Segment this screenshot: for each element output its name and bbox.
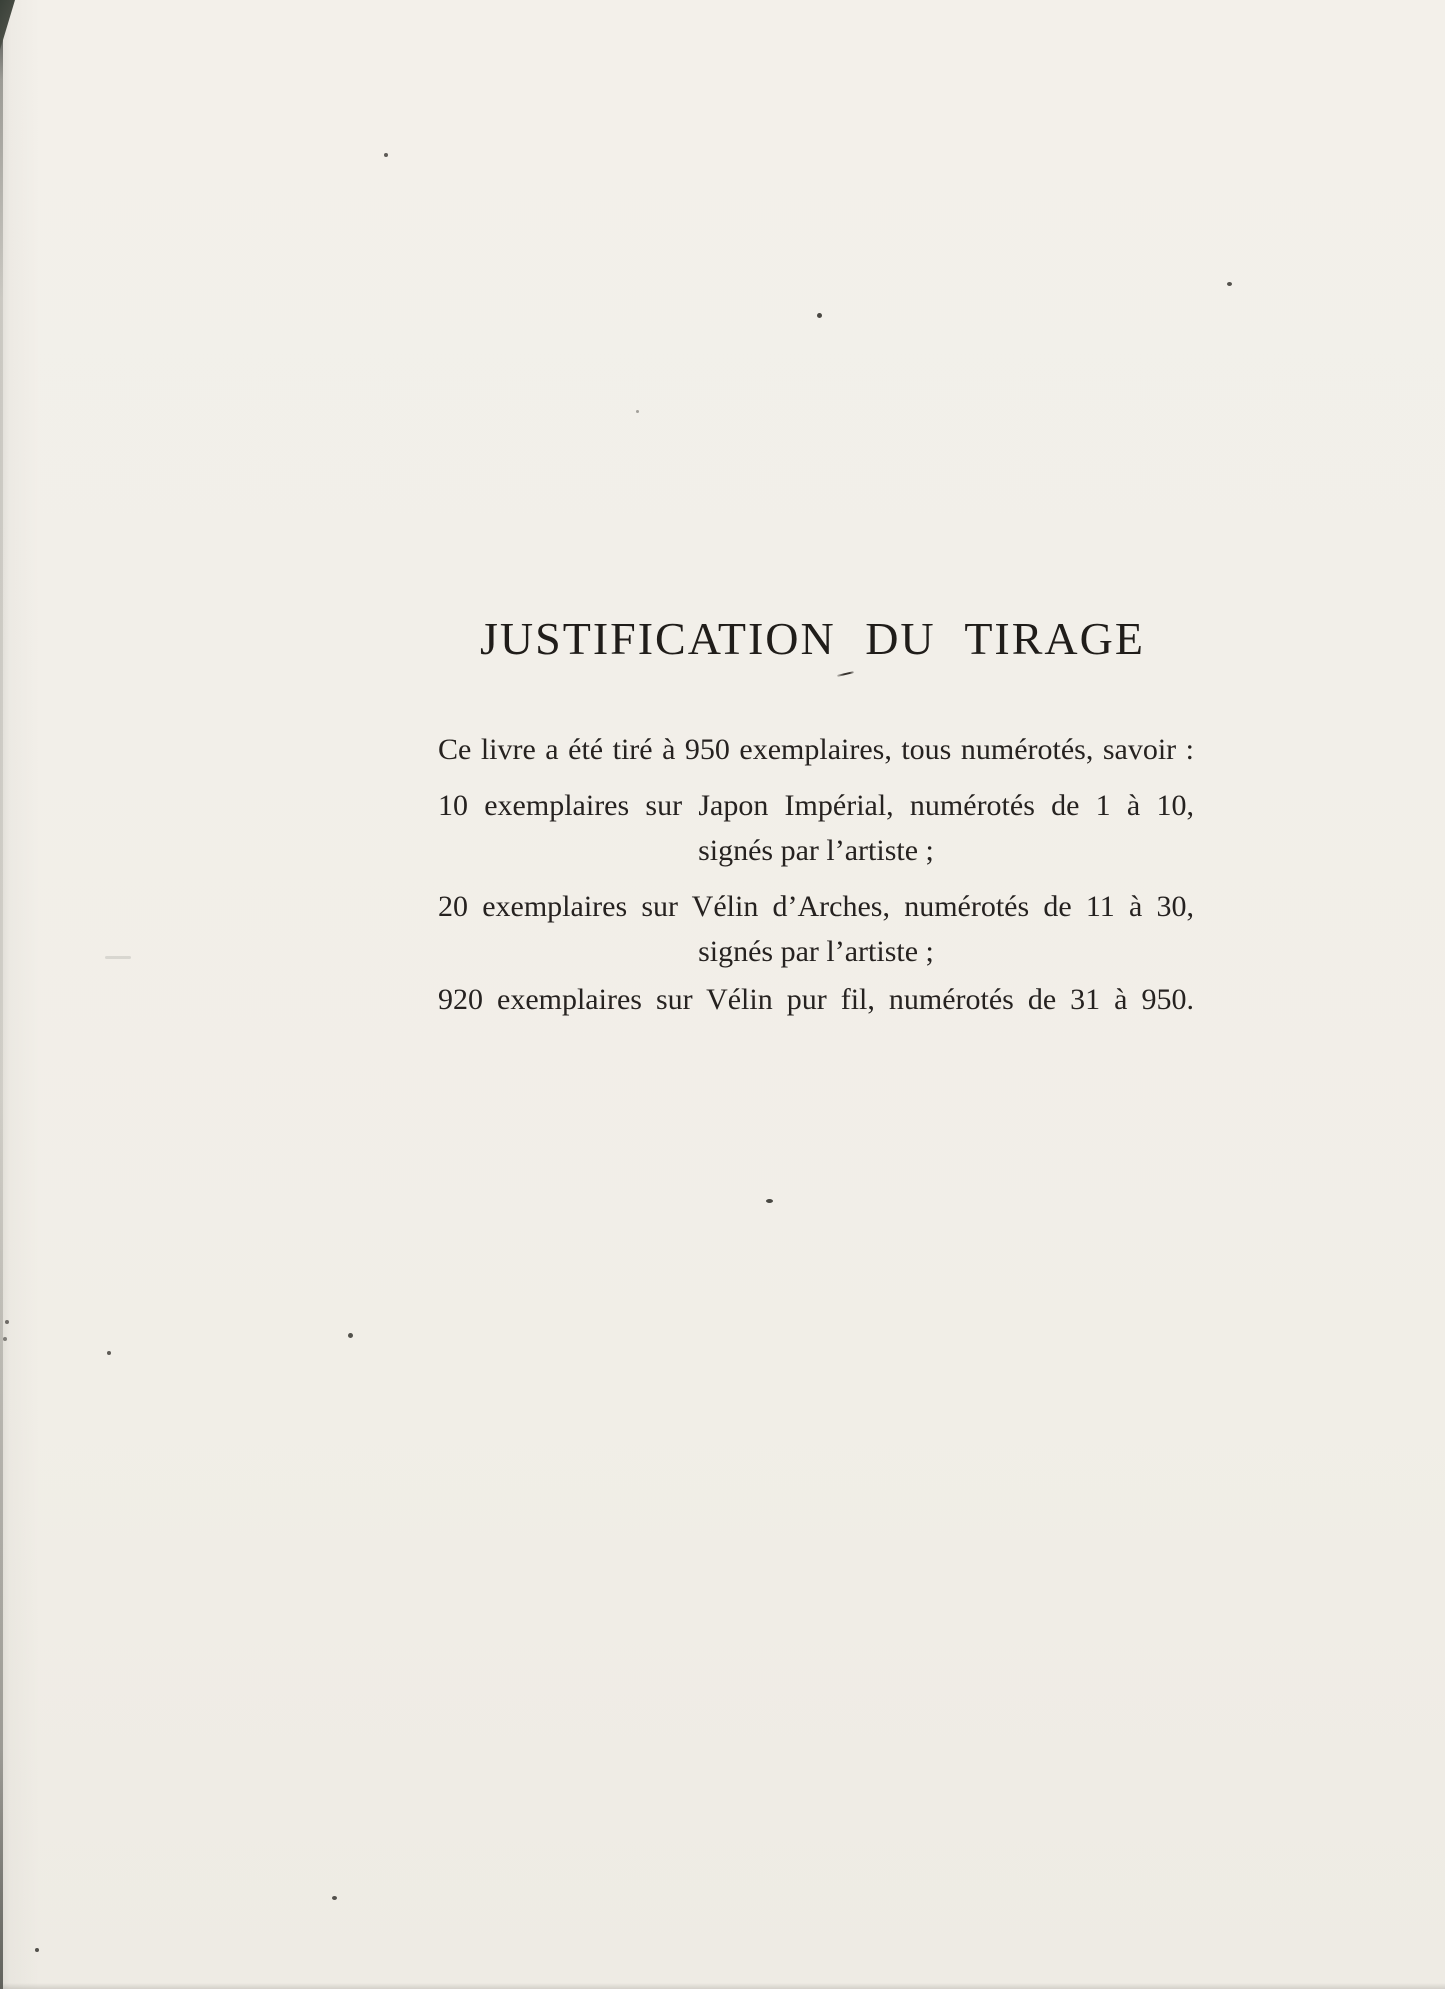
- dust-speck: [1227, 282, 1232, 286]
- dust-speck: [35, 1948, 39, 1952]
- dust-speck: [107, 1351, 111, 1355]
- dust-speck: [105, 956, 131, 959]
- colophon-line-arches: 20 exemplaires sur Vélin d’Arches, numérotés de 11 à 30,: [438, 890, 1194, 923]
- dust-speck: [5, 1320, 9, 1324]
- scan-edge-left: [0, 0, 3, 1989]
- colophon-line-signed-1: signés par l’artiste ;: [698, 834, 934, 867]
- colophon-line-intro: Ce livre a été tiré à 950 exemplaires, tous numérotés, savoir :: [438, 733, 1194, 766]
- colophon-line-signed-2: signés par l’artiste ;: [698, 935, 934, 968]
- dust-speck: [766, 1199, 773, 1203]
- dust-speck: [636, 410, 639, 413]
- colophon-text-block: [438, 735, 1194, 1015]
- colophon-line-japon: 10 exemplaires sur Japon Impérial, numérotés de 1 à 10,: [438, 789, 1194, 822]
- dust-speck: [384, 153, 388, 157]
- colophon-line-purfil: 920 exemplaires sur Vélin pur fil, numérotés de 31 à 950.: [438, 983, 1194, 1016]
- dust-speck: [3, 1337, 7, 1341]
- dust-speck: [332, 1896, 337, 1900]
- scan-corner-wedge: [0, 0, 15, 50]
- ornament-dash: [837, 671, 854, 677]
- page-title: JUSTIFICATION DU TIRAGE: [480, 612, 1145, 664]
- dust-speck: [348, 1333, 353, 1338]
- dust-speck: [817, 313, 822, 318]
- scan-edge-bottom: [0, 1983, 1445, 1989]
